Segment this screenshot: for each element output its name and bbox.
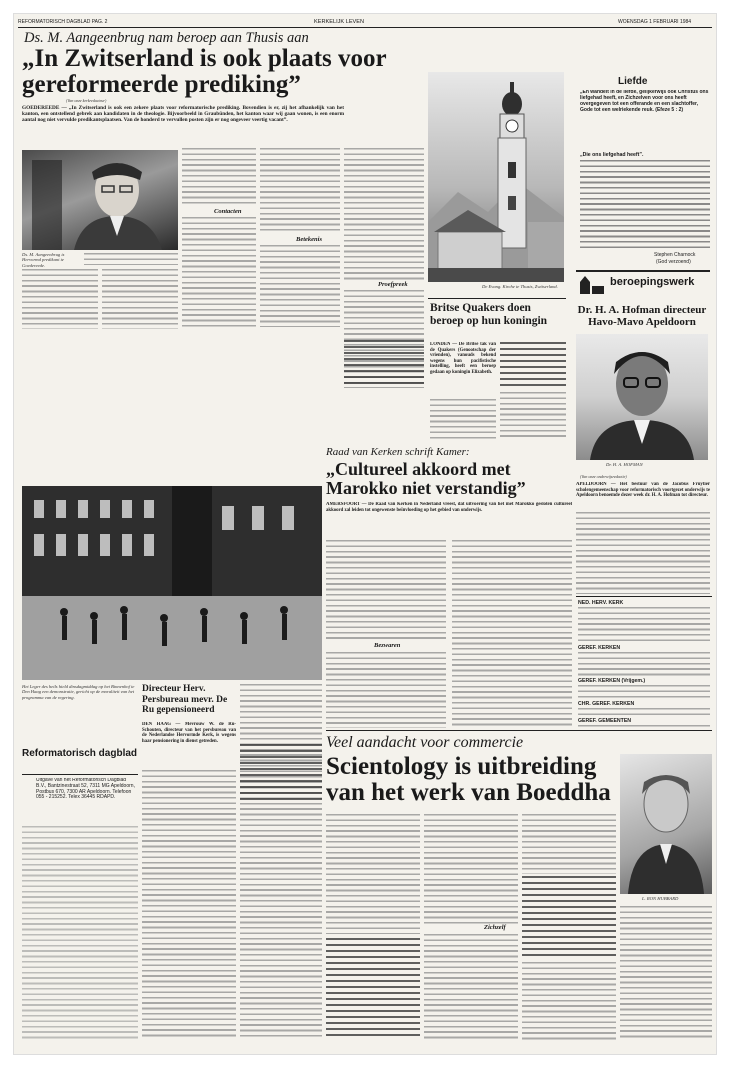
quakers-column-1 [430, 399, 496, 439]
aangeenbrug-caption: Ds. M. Aangeenbrug is Hervormd predikant te Goedereede. [22, 252, 65, 268]
lead-column-2b [182, 217, 256, 327]
quakers-column-2a [500, 342, 566, 390]
liefde-quote-2: „Die ons liefgehad heeft”. [580, 152, 644, 158]
caption-text [84, 253, 178, 265]
hofman-headline: Dr. H. A. Hofman directeur Havo-Mavo Apeldoorn [577, 304, 707, 328]
section-geref-gemeenten: GEREF. GEMEENTEN [578, 718, 632, 724]
masthead-address: Uitgave van het Reformatorisch Dagblad B.V., Bantzinestraat 52, 7311 MG Apeldoorn, Postbus 670, 7300 AR Apeldoorn. Telefoon 055 - 215252. Telex 36445 RDAPD. [36, 778, 135, 801]
section-chr-geref-kerken: CHR. GEREF. KERKEN [578, 701, 635, 707]
portrait-figure [22, 150, 178, 250]
liefde-author-note: (God verzoend) [656, 259, 691, 265]
church-photo [428, 72, 564, 282]
subhead-proefpreek: Proefpreek [378, 281, 408, 288]
cultuur-headline: „Cultureel akkoord met Marokko niet verstandig” [326, 459, 526, 498]
lead-column-4a [344, 148, 424, 280]
subhead-contacten: Contacten [214, 208, 242, 215]
church-caption: De Evang. Kirche te Thusis, Zwitserland. [482, 284, 558, 289]
lead-column-1b [102, 269, 178, 329]
lead-column-2a [182, 148, 256, 206]
lead-credit: (Van onze kerkredacteur) [66, 98, 107, 103]
quakers-intro: LONDEN — De Britse tak van de Quakers (Genootschap der vrienden), vanouds bekend wegens hun pacifistische instelling, heeft een beroep gedaan op koningin Elizabeth. [430, 342, 496, 375]
aangeenbrug-photo [22, 150, 178, 250]
hofman-credit: (Van onze onderwijsredactie) [580, 474, 627, 479]
section-name: KERKELIJK LEVEN [314, 19, 365, 25]
header-rule [18, 27, 712, 28]
directeur-intro: DEN HAAG — Mevrouw W. de Ru-Schouten, directeur van het persbureau van de Nederlandse Hervormde Kerk, is wegens haar pensionering in dienst getreden. [142, 722, 236, 744]
lead-intro: GOEDEREEDE — „In Zwitserland is ook een zekere plaats voor reformatorische prediking. Bovendien is er, zij het afhankelijk van het kanton, een ontstellend gebrek aan kandidaten in de theologie. Bijvoorbeeld in Graubünden, het kanton waar wij gaan wonen, is een enorm aantal nog niet vervulde predikantsplaatsen. Van de honderd te vervullen posten zijn er nog ongeveer veertig vacant”. [22, 105, 344, 124]
beroepingswerk-header [576, 270, 710, 298]
beroepingswerk-title: beroepingswerk [610, 276, 695, 288]
page-header-left: REFORMATORISCH DAGBLAD PAG. 2 [18, 19, 108, 25]
liefde-title: Liefde [618, 76, 648, 87]
hofman-caption: Dr. H. A. HOFMAN [606, 462, 643, 467]
newspaper-page [14, 14, 716, 1054]
hofman-intro: APELDOORN — Het bestuur van de Jacobus Fruytier scholengemeenschap voor reformatorisch voortgezet onderwijs te Apeldoorn benoemde dezer week dr. H. A. Hofman tot directeur. [576, 482, 710, 499]
section-geref-kerken: GEREF. KERKEN [578, 645, 621, 651]
liefde-author: Stephen Charnock [654, 252, 696, 258]
scientology-headline: Scientology is uitbreiding van het werk van Boeddha [326, 753, 611, 806]
parade-caption: Het Leger des heils hield dinsdagmiddag op het Binnenhof te Den Haag een demonstratie, gericht op de moraliteit van het programma van de regering. [22, 684, 135, 700]
cultuur-intro: AMERSFOORT — De Raad van Kerken in Nederland vreest, dat uitvoering van het met Marokko gesloten cultureel akkoord zal leiden tot ongewenste beïnvloeding op het gebied van onderwijs. [326, 502, 572, 513]
hofman-body [576, 512, 710, 594]
church-tower-drawing [428, 72, 564, 282]
subhead-zichzelf: Zichzelf [484, 924, 506, 931]
lead-column-3b [260, 245, 340, 327]
scientology-kicker: Veel aandacht voor commercie [326, 734, 524, 751]
cultuur-kicker: Raad van Kerken schrift Kamer: [326, 446, 470, 458]
lead-headline: „In Zwitserland is ook plaats voor gereformeerde prediking” [22, 45, 387, 98]
quakers-column-2b [500, 392, 566, 440]
masthead-title: Reformatorisch dagblad [22, 748, 138, 759]
subhead-bezwaren: Bezwaren [374, 642, 401, 649]
lead-kicker: Ds. M. Aangeenbrug nam beroep aan Thusis aan [24, 30, 309, 46]
quakers-headline: Britse Quakers doen beroep op hun koningin [430, 302, 548, 327]
directeur-headline: Directeur Herv. Persbureau mevr. De Ru gepensioneerd [142, 684, 228, 715]
church-logo-icon [578, 276, 606, 294]
quakers-top-rule [428, 298, 566, 299]
page-date: WOENSDAG 1 FEBRUARI 1984 [618, 19, 692, 25]
hubbard-caption: L. RON HUBBARD [642, 896, 679, 901]
liefde-quote: „En wandelt in de liefde, gelijkerwijs ook Christus ons liefgehad heeft, en Zichzelven voor ons heeft overgegeven tot een offerande en een slachtoffer, Gode tot een welriekende reuk. (Efeze 5 : 2) [580, 90, 709, 113]
lead-column-3a [260, 148, 340, 234]
subhead-betekenis: Betekenis [296, 236, 322, 243]
liefde-body [580, 160, 710, 250]
section-ned-herv-kerk: NED. HERV. KERK [578, 600, 624, 606]
lead-column-4-bold [344, 340, 424, 388]
section-geref-kerken-vrijgem: GEREF. KERKEN (Vrijgem.) [578, 678, 646, 684]
lead-column-1 [22, 269, 98, 329]
